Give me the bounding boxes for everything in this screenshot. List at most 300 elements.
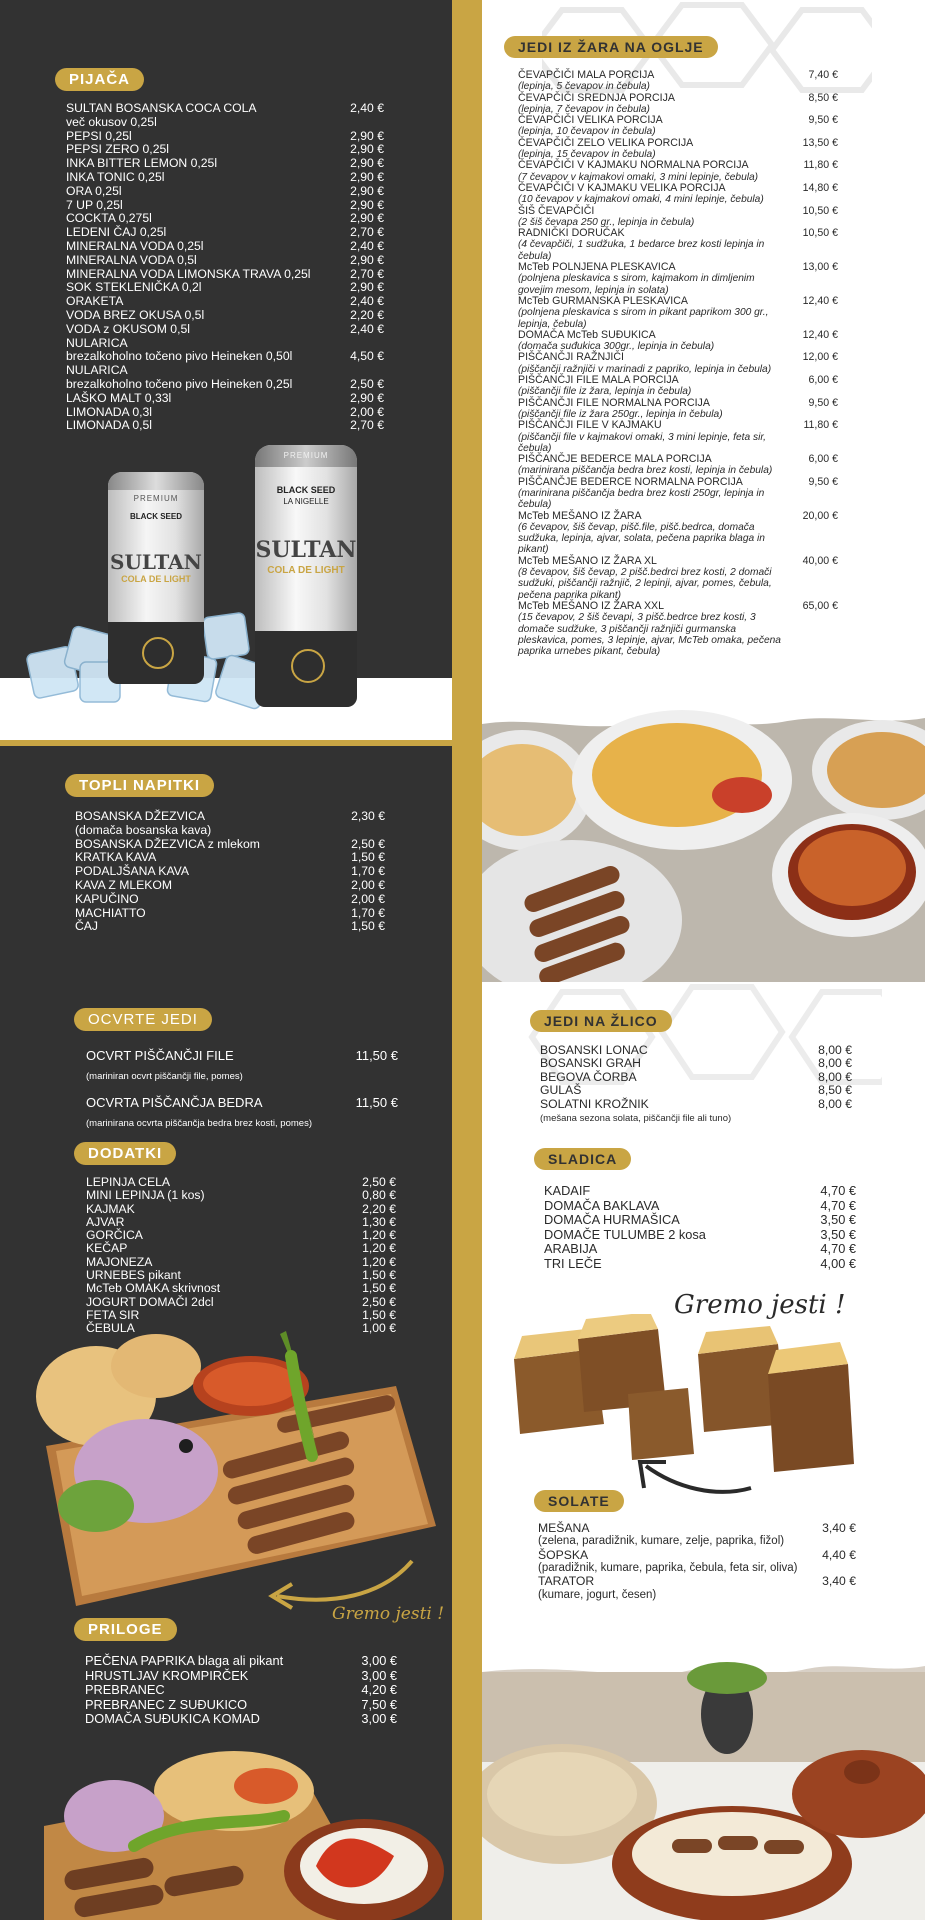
zlicu-item-price: 8,00 € [818, 1056, 852, 1071]
dodatki-item [86, 1282, 396, 1295]
can-emblem-icon [142, 637, 174, 669]
zar-item-price: 12,40 € [802, 328, 838, 341]
zar-item-name: PIŠČANČJI FILE MALA PORCIJA [518, 374, 679, 387]
zar-item-description: (2 šiš čevapa 250 gr., lepinja in čebula) [518, 216, 695, 228]
food-photo-bottom [482, 1654, 925, 1920]
zar-item-price: 6,00 € [808, 374, 838, 387]
pijaca-item-price: 2,70 € [350, 266, 384, 281]
zar-item-price: 6,00 € [808, 453, 838, 466]
zlicu-item-price: 8,00 € [818, 1069, 852, 1084]
zar-item-name: McTeb GURMANSKA PLESKAVICA [518, 294, 688, 307]
sladica-item-price: 4,70 € [820, 1197, 856, 1213]
topli-item-price: 2,50 € [351, 836, 385, 851]
pijaca-list [66, 102, 384, 433]
dodatki-item [86, 1242, 396, 1255]
dodatki-item [86, 1176, 396, 1189]
zlicu-item [540, 1098, 852, 1111]
zar-item [518, 296, 838, 307]
zar-panel [482, 0, 925, 700]
sladica-item-name: KADAIF [544, 1183, 591, 1198]
can-cola-label: COLA DE LIGHT [121, 574, 191, 584]
sladica-item-price: 4,70 € [820, 1183, 856, 1198]
zar-item-description: (lepinja, 5 čevapov in čebula) [518, 81, 650, 93]
zar-item-price: 14,80 € [802, 181, 838, 194]
dodatki-item-price: 2,50 € [362, 1294, 396, 1309]
sladica-title: SLADICA [534, 1148, 631, 1170]
pijaca-item-name: NULARICA [66, 363, 128, 378]
zar-item-name: McTeb MEŠANO IZ ŽARA [518, 509, 642, 522]
topli-item-price: 2,00 € [351, 877, 385, 892]
topli-item-name: (domača bosanska kava) [75, 822, 212, 837]
priloge-item [85, 1683, 397, 1698]
zar-item [518, 70, 838, 81]
zar-item-name: DOMAČA McTeb SUĐUKICA [518, 328, 656, 341]
dodatki-item [86, 1256, 396, 1269]
mixed-grill-image [44, 1746, 452, 1920]
zar-item [518, 454, 838, 465]
priloge-item-name: DOMAČA SUĐUKICA KOMAD [85, 1711, 260, 1727]
ocvrte-item-name: OCVRT PIŠČANČJI FILE [86, 1048, 234, 1063]
pijaca-item [66, 185, 384, 199]
topli-item-name: KRATKA KAVA [75, 850, 157, 865]
zar-item [518, 160, 838, 171]
zar-item-description: (lepinja, 10 čevapov in čebula) [518, 126, 656, 138]
zar-item-name: PIŠČANČJE BEDERCE NORMALNA PORCIJA [518, 475, 743, 488]
vertical-gold-bar [452, 0, 482, 1920]
zar-item-price: 10,50 € [802, 227, 838, 240]
priloge-item [85, 1712, 397, 1727]
zar-item-description: (4 čevapčiči, 1 sudžuka, 1 bedarce brez kosti lepinja in čebula) [518, 239, 765, 262]
topli-item [75, 907, 385, 921]
zlicu-title: JEDI NA ŽLICO [530, 1010, 672, 1032]
dodatki-item [86, 1296, 396, 1309]
solate-item-name: TARATOR [538, 1574, 595, 1589]
dodatki-item-name: McTeb OMAKA skrivnost [86, 1281, 221, 1296]
zar-item-price: 13,00 € [802, 261, 838, 274]
topli-item [75, 893, 385, 907]
pijaca-item-name: NULARICA [66, 335, 128, 350]
pijaca-item-price: 2,70 € [350, 418, 384, 433]
solate-title: SOLATE [534, 1490, 624, 1512]
bottom-right-panel [482, 982, 925, 1654]
pijaca-item-name: LEDENI ČAJ 0,25l [66, 225, 167, 240]
zar-item-price: 20,00 € [802, 509, 838, 522]
sladica-item-price: 3,50 € [820, 1212, 856, 1228]
pijaca-item-name: ORA 0,25l [66, 183, 122, 198]
priloge-item-price: 3,00 € [361, 1667, 397, 1683]
zar-item-name: ČEVAPČIČI VELIKA PORCIJA [518, 114, 663, 127]
dodatki-item-price: 2,20 € [362, 1201, 396, 1216]
pijaca-item-price: 2,00 € [350, 404, 384, 419]
sultan-can-light [108, 472, 204, 684]
zar-item-name: PIŠČANČJI FILE NORMALNA PORCIJA [518, 396, 710, 409]
zar-title: JEDI IZ ŽARA NA OGLJE [504, 36, 718, 58]
zar-item [518, 398, 838, 409]
solate-item [538, 1575, 856, 1588]
pijaca-item [66, 199, 384, 213]
sladica-item-name: DOMAČA BAKLAVA [544, 1197, 660, 1213]
zar-item-name: ČEVAPČIČI MALA PORCIJA [518, 69, 655, 81]
zlicu-item [540, 1057, 852, 1070]
pijaca-item-price: 2,90 € [350, 183, 384, 198]
solate-item [538, 1522, 856, 1535]
solate-item-description: (kumare, jogurt, česen) [538, 1588, 657, 1601]
dodatki-item-price: 1,20 € [362, 1254, 396, 1269]
zar-item-name: PIŠČANČJE BEDERCE MALA PORCIJA [518, 453, 712, 466]
dodatki-item-price: 1,50 € [362, 1268, 396, 1283]
dodatki-item-name: KEČAP [86, 1241, 128, 1256]
dodatki-item-price: 1,50 € [362, 1307, 396, 1322]
can-blackseed-label: BLACK SEED [276, 485, 336, 495]
zlicu-item [540, 1071, 852, 1084]
pijaca-item-name: COCKTA 0,275l [66, 211, 152, 226]
zar-item-name: PIŠČANČJI RAŽNJIČI [518, 351, 624, 364]
pijaca-item-name: MINERALNA VODA 0,5l [66, 252, 197, 267]
zar-item-description: (marinirana piščančja bedra brez kosti, lepinja in čebula) [518, 465, 773, 477]
zar-item-description: (piščančji file iz žara, lepinja in čebula) [518, 386, 692, 398]
pijaca-item [66, 350, 384, 364]
priloge-list [85, 1654, 397, 1727]
zar-item [518, 511, 838, 522]
zar-item-description: (lepinja, 7 čevapov in čebula) [518, 103, 650, 115]
can-emblem-icon [291, 649, 325, 683]
can-cola-label: COLA DE LIGHT [267, 565, 345, 576]
dodatki-item-name: FETA SIR [86, 1307, 140, 1322]
pijaca-item-name: brezalkoholno točeno pivo Heineken 0,25l [66, 376, 293, 391]
dodatki-item [86, 1229, 396, 1242]
solate-item-name: ŠOPSKA [538, 1547, 589, 1562]
zar-item-description: (piščančji file v kajmakovi omaki, 3 mini lepinje, feta sir, čebula) [518, 431, 766, 454]
pijaca-item-name: brezalkoholno točeno pivo Heineken 0,50l [66, 349, 293, 364]
zar-item-price: 12,40 € [802, 294, 838, 307]
pijaca-item-name: LAŠKO MALT 0,33l [66, 390, 172, 405]
pijaca-item [66, 254, 384, 268]
dodatki-item-name: URNEBES pikant [86, 1268, 181, 1283]
pijaca-item-price: 2,40 € [350, 294, 384, 309]
zar-item [518, 115, 838, 126]
pijaca-item-name: SULTAN BOSANSKA COCA COLA [66, 101, 257, 115]
dodatki-item-price: 1,20 € [362, 1241, 396, 1256]
priloge-item [85, 1698, 397, 1713]
can-brand-label: SULTAN [255, 537, 357, 563]
pijaca-item-name: SOK STEKLENIČKA 0,2l [66, 280, 202, 295]
pijaca-item-price: 2,50 € [350, 376, 384, 391]
zlicu-item [540, 1084, 852, 1097]
sultan-can-dark [255, 445, 357, 707]
can-premium-label: PREMIUM [133, 494, 179, 503]
zar-item [518, 138, 838, 149]
zar-item-description: (6 čevapov, šiš čevap, pišč.file, pišč.bedrca, domača sudžuka, lepinja, ajvar, solata, pečena paprika blaga in pikant) [518, 521, 765, 556]
zlicu-item-name: BOSANSKI GRAH [540, 1056, 641, 1071]
topli-item-price: 2,00 € [351, 891, 385, 906]
topli-list [75, 810, 385, 934]
priloge-item-price: 4,20 € [361, 1682, 397, 1698]
sladica-item-price: 3,50 € [820, 1226, 856, 1242]
solate-item-price: 3,40 € [822, 1521, 856, 1535]
ocvrte-title: OCVRTE JEDI [74, 1008, 212, 1031]
zar-item-price: 9,50 € [808, 475, 838, 488]
zlicu-note: (mešana sezona solata, piščančji file ali tuno) [540, 1113, 732, 1124]
pijaca-item-price: 2,40 € [350, 321, 384, 336]
dodatki-item-name: AJVAR [86, 1214, 125, 1229]
topli-panel [0, 746, 452, 986]
zar-item-name: ŠIŠ ČEVAPČIČI [518, 204, 595, 217]
pijaca-item-price: 2,40 € [350, 101, 384, 115]
pijaca-item-name: LIMONADA 0,5l [66, 418, 153, 433]
zlicu-item-name: BOSANSKI LONAC [540, 1043, 648, 1057]
zar-item [518, 375, 838, 386]
zar-item-name: McTeb MEŠANO IZ ŽARA XL [518, 554, 657, 567]
priloge-title: PRILOGE [74, 1618, 177, 1641]
zlicu-list [540, 1044, 852, 1111]
zar-item [518, 330, 838, 341]
topli-item-price: 1,50 € [351, 850, 385, 865]
ocvrte-item [86, 1093, 398, 1113]
topli-title: TOPLI NAPITKI [65, 774, 214, 797]
pijaca-item-price: 4,50 € [350, 349, 384, 364]
can-premium-label: PREMIUM [283, 451, 329, 460]
pijaca-item-name: MINERALNA VODA LIMONSKA TRAVA 0,25l [66, 266, 311, 281]
sladica-item-price: 4,70 € [820, 1241, 856, 1257]
dodatki-item-price: 0,80 € [362, 1188, 396, 1203]
pijaca-item-name: več okusov 0,25l [66, 114, 157, 129]
dodatki-item-price: 1,00 € [362, 1321, 396, 1336]
dodatki-item-name: JOGURT DOMAČI 2dcl [86, 1294, 214, 1309]
zar-item-description: (7 čevapov v kajmakovi omaki, 3 mini lepinje, čebula) [518, 171, 759, 183]
topli-item [75, 810, 385, 824]
topli-item [75, 838, 385, 852]
zar-item [518, 183, 838, 194]
dodatki-item-price: 2,50 € [362, 1175, 396, 1189]
zar-item-name: McTeb MEŠANO IZ ŽARA XXL [518, 599, 664, 612]
zlicu-item-price: 8,00 € [818, 1096, 852, 1111]
sladica-item-name: DOMAČA HURMAŠICA [544, 1212, 680, 1228]
can-brand-label: SULTAN [110, 550, 202, 574]
zar-item-price: 7,40 € [808, 69, 838, 81]
sladica-item [544, 1199, 856, 1214]
solate-item [538, 1549, 856, 1562]
topli-item-price: 2,30 € [351, 809, 385, 823]
zar-item-name: RADNIČKI DORUČAK [518, 227, 625, 240]
zar-item-price: 8,50 € [808, 91, 838, 104]
topli-item-name: BOSANSKA DŽEZVICA [75, 809, 206, 823]
pijaca-item-name: 7 UP 0,25l [66, 197, 123, 212]
dodatki-item [86, 1269, 396, 1282]
priloge-item-price: 3,00 € [361, 1711, 397, 1727]
zar-item-name: PIŠČANČJI FILE V KAJMAKU [518, 419, 662, 432]
zar-item [518, 262, 838, 273]
sladica-list [544, 1184, 856, 1272]
priloge-item-name: PREBRANEC [85, 1682, 165, 1698]
pijaca-item-price: 2,70 € [350, 225, 384, 240]
zar-item-price: 9,50 € [808, 396, 838, 409]
pijaca-item-price: 2,90 € [350, 252, 384, 267]
zlicu-item-price: 8,50 € [818, 1083, 852, 1098]
zar-item-price: 9,50 € [808, 114, 838, 127]
topli-item [75, 865, 385, 879]
pijaca-item-name: LIMONADA 0,3l [66, 404, 153, 419]
pijaca-item-name: VODA BREZ OKUSA 0,5l [66, 307, 205, 322]
zar-item [518, 477, 838, 488]
pijaca-item [66, 295, 384, 309]
priloge-item [85, 1654, 397, 1669]
topli-item-price: 1,70 € [351, 864, 385, 879]
bottom-left-panel [0, 986, 452, 1920]
dodatki-item-name: MINI LEPINJA (1 kos) [86, 1188, 205, 1203]
pijaca-item [66, 364, 384, 378]
pijaca-item [66, 130, 384, 144]
priloge-item [85, 1669, 397, 1684]
zar-item-price: 11,80 € [803, 159, 838, 172]
topli-item [75, 824, 385, 838]
dodatki-list [86, 1176, 396, 1336]
dodatki-item-price: 1,50 € [362, 1281, 396, 1296]
dodatki-item-price: 1,20 € [362, 1228, 396, 1243]
topli-item-name: MACHIATTO [75, 905, 146, 920]
zar-item-price: 11,80 € [803, 419, 838, 432]
zlicu-item-name: GULAŠ [540, 1083, 582, 1098]
zar-item-description: (piščančji file iz žara 250gr., lepinja in čebula) [518, 408, 723, 420]
arrow-left-icon [626, 1448, 756, 1508]
pijaca-item-name: INKA TONIC 0,25l [66, 169, 165, 184]
pijaca-item [66, 226, 384, 240]
pijaca-item [66, 419, 384, 433]
food-photo-top [482, 700, 925, 982]
zar-item-description: (10 čevapov v kajmakovi omaki, 4 mini lepinje, čebula) [518, 194, 764, 206]
ocvrte-item-price: 11,50 € [355, 1095, 398, 1110]
zar-item-description: (domača suđukica 300gr., lepinja in čebula) [518, 341, 715, 353]
dodatki-item [86, 1189, 396, 1202]
topli-item [75, 920, 385, 934]
zar-item [518, 420, 838, 431]
zar-item [518, 556, 838, 567]
zar-item-price: 13,50 € [802, 136, 838, 149]
zar-item-price: 12,00 € [802, 351, 838, 364]
pijaca-panel [0, 0, 452, 740]
pijaca-item [66, 240, 384, 254]
pijaca-item-price: 2,90 € [350, 156, 384, 171]
topli-item-name: BOSANSKA DŽEZVICA z mlekom [75, 836, 260, 851]
topli-item-name: ČAJ [75, 919, 99, 934]
pijaca-item-price: 2,20 € [350, 307, 384, 322]
zar-item-price: 10,50 € [802, 204, 838, 217]
pijaca-item [66, 102, 384, 116]
zar-item [518, 228, 838, 239]
solate-item-description: (paradižnik, kumare, paprika, čebula, feta sir, oliva) [538, 1562, 798, 1575]
zar-item [518, 601, 838, 612]
dodatki-title: DODATKI [74, 1142, 176, 1165]
solate-item-price: 4,40 € [822, 1547, 856, 1562]
zar-item-description: (15 čevapov, 2 šiš čevapi, 3 pišč.bedrce brez kosti, 3 domače sudžuke, 3 piščančji ražnjiči gurmanska pleskavica, pomes, 3 lepinje, ajvar, McTeb omaka, pečena paprika urnebes pikant, čebula) [518, 612, 781, 658]
zlicu-item-name: SOLATNI KROŽNIK [540, 1096, 649, 1111]
zar-item-description: (8 čevapov, šiš čevap, 2 pišč.bedrci brez kosti, 2 domači sudžuki, piščančji ražnjič, 2 lepinji, ajvar, pomes, čebula, pečena paprika pikant) [518, 567, 772, 601]
pijaca-item [66, 157, 384, 171]
priloge-item-name: PREBRANEC Z SUĐUKICO [85, 1696, 248, 1712]
zar-item-price: 65,00 € [802, 599, 838, 612]
zar-item-description: (lepinja, 15 čevapov in čebula) [518, 149, 656, 161]
pijaca-item-price: 2,90 € [350, 197, 384, 212]
zar-item-description: (polnjena pleskavica s sirom in pikant paprikom 300 gr., lepinja, čebula) [518, 307, 769, 330]
pijaca-item-name: VODA z OKUSOM 0,5l [66, 321, 190, 336]
solate-list [538, 1522, 856, 1602]
sladica-item [544, 1213, 856, 1228]
topli-item-price: 1,50 € [351, 919, 385, 934]
zar-item [518, 352, 838, 363]
priloge-item-name: PEČENA PAPRIKA blaga ali pikant [85, 1653, 284, 1668]
topli-item-price: 1,70 € [351, 905, 385, 920]
dodatki-item-name: MAJONEZA [86, 1254, 153, 1269]
pijaca-item [66, 337, 384, 351]
pijaca-item [66, 143, 384, 157]
priloge-item-price: 3,00 € [361, 1653, 397, 1668]
zlicu-item [540, 1044, 852, 1057]
pijaca-item [66, 392, 384, 406]
slogan-text: Gremo jesti ! [332, 1604, 445, 1624]
ocvrte-list [86, 1046, 398, 1140]
solate-item-description: (zelena, paradižnik, kumare, zelje, paprika, fižol) [538, 1535, 785, 1548]
sladica-item-name: TRI LEČE [544, 1255, 602, 1271]
ocvrte-item-note: (marinirana ocvrta piščančja bedra brez kosti, pomes) [86, 1118, 312, 1129]
dodatki-item-name: ČEBULA [86, 1321, 135, 1336]
pijaca-item-name: MINERALNA VODA 0,25l [66, 238, 204, 253]
slogan-text: Gremo jesti ! [674, 1290, 846, 1320]
zar-item-name: ČEVAPČIČI ZELO VELIKA PORCIJA [518, 136, 694, 149]
topli-item-name: PODALJŠANA KAVA [75, 864, 190, 879]
sladica-item-name: DOMAČE TULUMBE 2 kosa [544, 1226, 706, 1242]
zar-item [518, 206, 838, 217]
ocvrte-item-name: OCVRTA PIŠČANČJA BEDRA [86, 1095, 263, 1110]
zar-item-name: ČEVAPČIČI SREDNJA PORCIJA [518, 91, 675, 104]
pijaca-item [66, 171, 384, 185]
zar-list [518, 70, 838, 657]
pijaca-item-name: PEPSI ZERO 0,25l [66, 142, 169, 157]
pijaca-item-price: 2,90 € [350, 390, 384, 405]
pijaca-item-price: 2,90 € [350, 142, 384, 157]
dodatki-item-price: 1,30 € [362, 1214, 396, 1229]
pijaca-item [66, 309, 384, 323]
pijaca-item [66, 281, 384, 295]
dodatki-item-name: GORČICA [86, 1228, 143, 1243]
zar-item [518, 93, 838, 104]
sladica-item [544, 1184, 856, 1199]
dodatki-item [86, 1203, 396, 1216]
topli-item [75, 879, 385, 893]
can-blackseed-label: BLACK SEED [129, 512, 182, 521]
pijaca-item-price: 2,90 € [350, 280, 384, 295]
zar-item-description: (polnjena pleskavica s sirom, kajmakom in dimljenim govejim mesom, lepinja in solata) [518, 273, 755, 296]
ocvrte-item-price: 11,50 € [355, 1048, 398, 1063]
ocvrte-item-note: (mariniran ocvrt piščančji file, pomes) [86, 1071, 243, 1082]
pijaca-item-price: 2,90 € [350, 169, 384, 184]
pijaca-item-price: 2,90 € [350, 128, 384, 143]
zlicu-item-price: 8,00 € [818, 1043, 852, 1057]
priloge-item-name: HRUSTLJAV KROMPIRČEK [85, 1667, 249, 1683]
topli-item-name: KAVA Z MLEKOM [75, 877, 173, 892]
topli-item-name: KAPUČINO [75, 891, 139, 906]
pijaca-item [66, 406, 384, 420]
pijaca-item-price: 2,40 € [350, 238, 384, 253]
zar-item-name: ČEVAPČIČI V KAJMAKU NORMALNA PORCIJA [518, 159, 749, 172]
pijaca-item [66, 378, 384, 392]
can-lanigelle-label: LA NIGELLE [283, 497, 329, 506]
zar-item-price: 40,00 € [802, 554, 838, 567]
pijaca-item-name: PEPSI 0,25l [66, 128, 132, 143]
dodatki-item-name: LEPINJA CELA [86, 1175, 170, 1189]
zar-item-name: McTeb POLNJENA PLESKAVICA [518, 261, 676, 274]
pijaca-item-name: ORAKETA [66, 294, 124, 309]
solate-item-price: 3,40 € [822, 1574, 856, 1589]
sladica-item [544, 1242, 856, 1257]
